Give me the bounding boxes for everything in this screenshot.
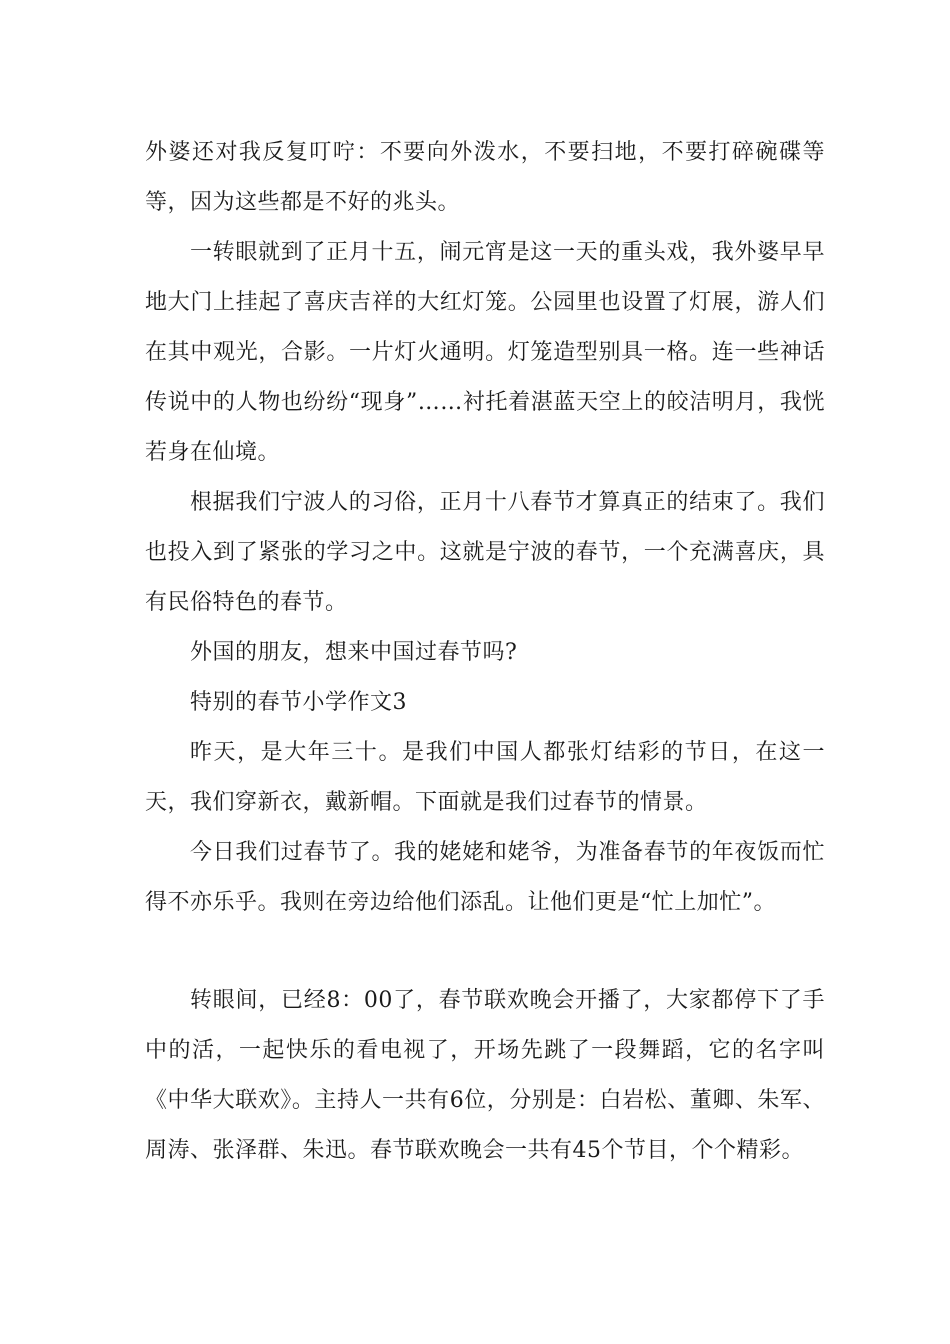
document-body xyxy=(145,128,825,1176)
paragraph-grandparents: 今日我们过春节了。我的姥姥和姥爷，为准备春节的年夜饭而忙得不亦乐乎。我则在旁边给他们添乱。让他们更是“忙上加忙”。 xyxy=(145,840,825,915)
paragraph-ningbo-custom: 根据我们宁波人的习俗，正月十八春节才算真正的结束了。我们也投入到了紧张的学习之中。这就是宁波的春节，一个充满喜庆，具有民俗特色的春节。 xyxy=(145,490,825,615)
essay-title: 特别的春节小学作文3 xyxy=(190,690,407,715)
paragraph-foreign-friends: 外国的朋友，想来中国过春节吗? xyxy=(190,640,518,665)
paragraph-grandma-warnings: 外婆还对我反复叮咛：不要向外泼水，不要扫地，不要打碎碗碟等等，因为这些都是不好的兆头。 xyxy=(145,140,825,215)
paragraph-lantern-festival: 一转眼就到了正月十五，闹元宵是这一天的重头戏，我外婆早早地大门上挂起了喜庆吉祥的大红灯笼。公园里也设置了灯展，游人们在其中观光，合影。一片灯火通明。灯笼造型别具一格。连一些神话传说中的人物也纷纷“现身”……衬托着湛蓝天空上的皎洁明月，我恍若身在仙境。 xyxy=(145,240,825,465)
paragraph-gala: 转眼间，已经8：00了，春节联欢晚会开播了，大家都停下了手中的活，一起快乐的看电视了，开场先跳了一段舞蹈，它的名字叫《中华大联欢》。主持人一共有6位，分别是：白岩松、董卿、朱军、周涛、张泽群、朱迅。春节联欢晚会一共有45个节目，个个精彩。 xyxy=(145,988,825,1163)
paragraph-gap xyxy=(145,928,825,976)
paragraph-new-year-eve: 昨天，是大年三十。是我们中国人都张灯结彩的节日，在这一天，我们穿新衣，戴新帽。下面就是我们过春节的情景。 xyxy=(145,740,825,815)
